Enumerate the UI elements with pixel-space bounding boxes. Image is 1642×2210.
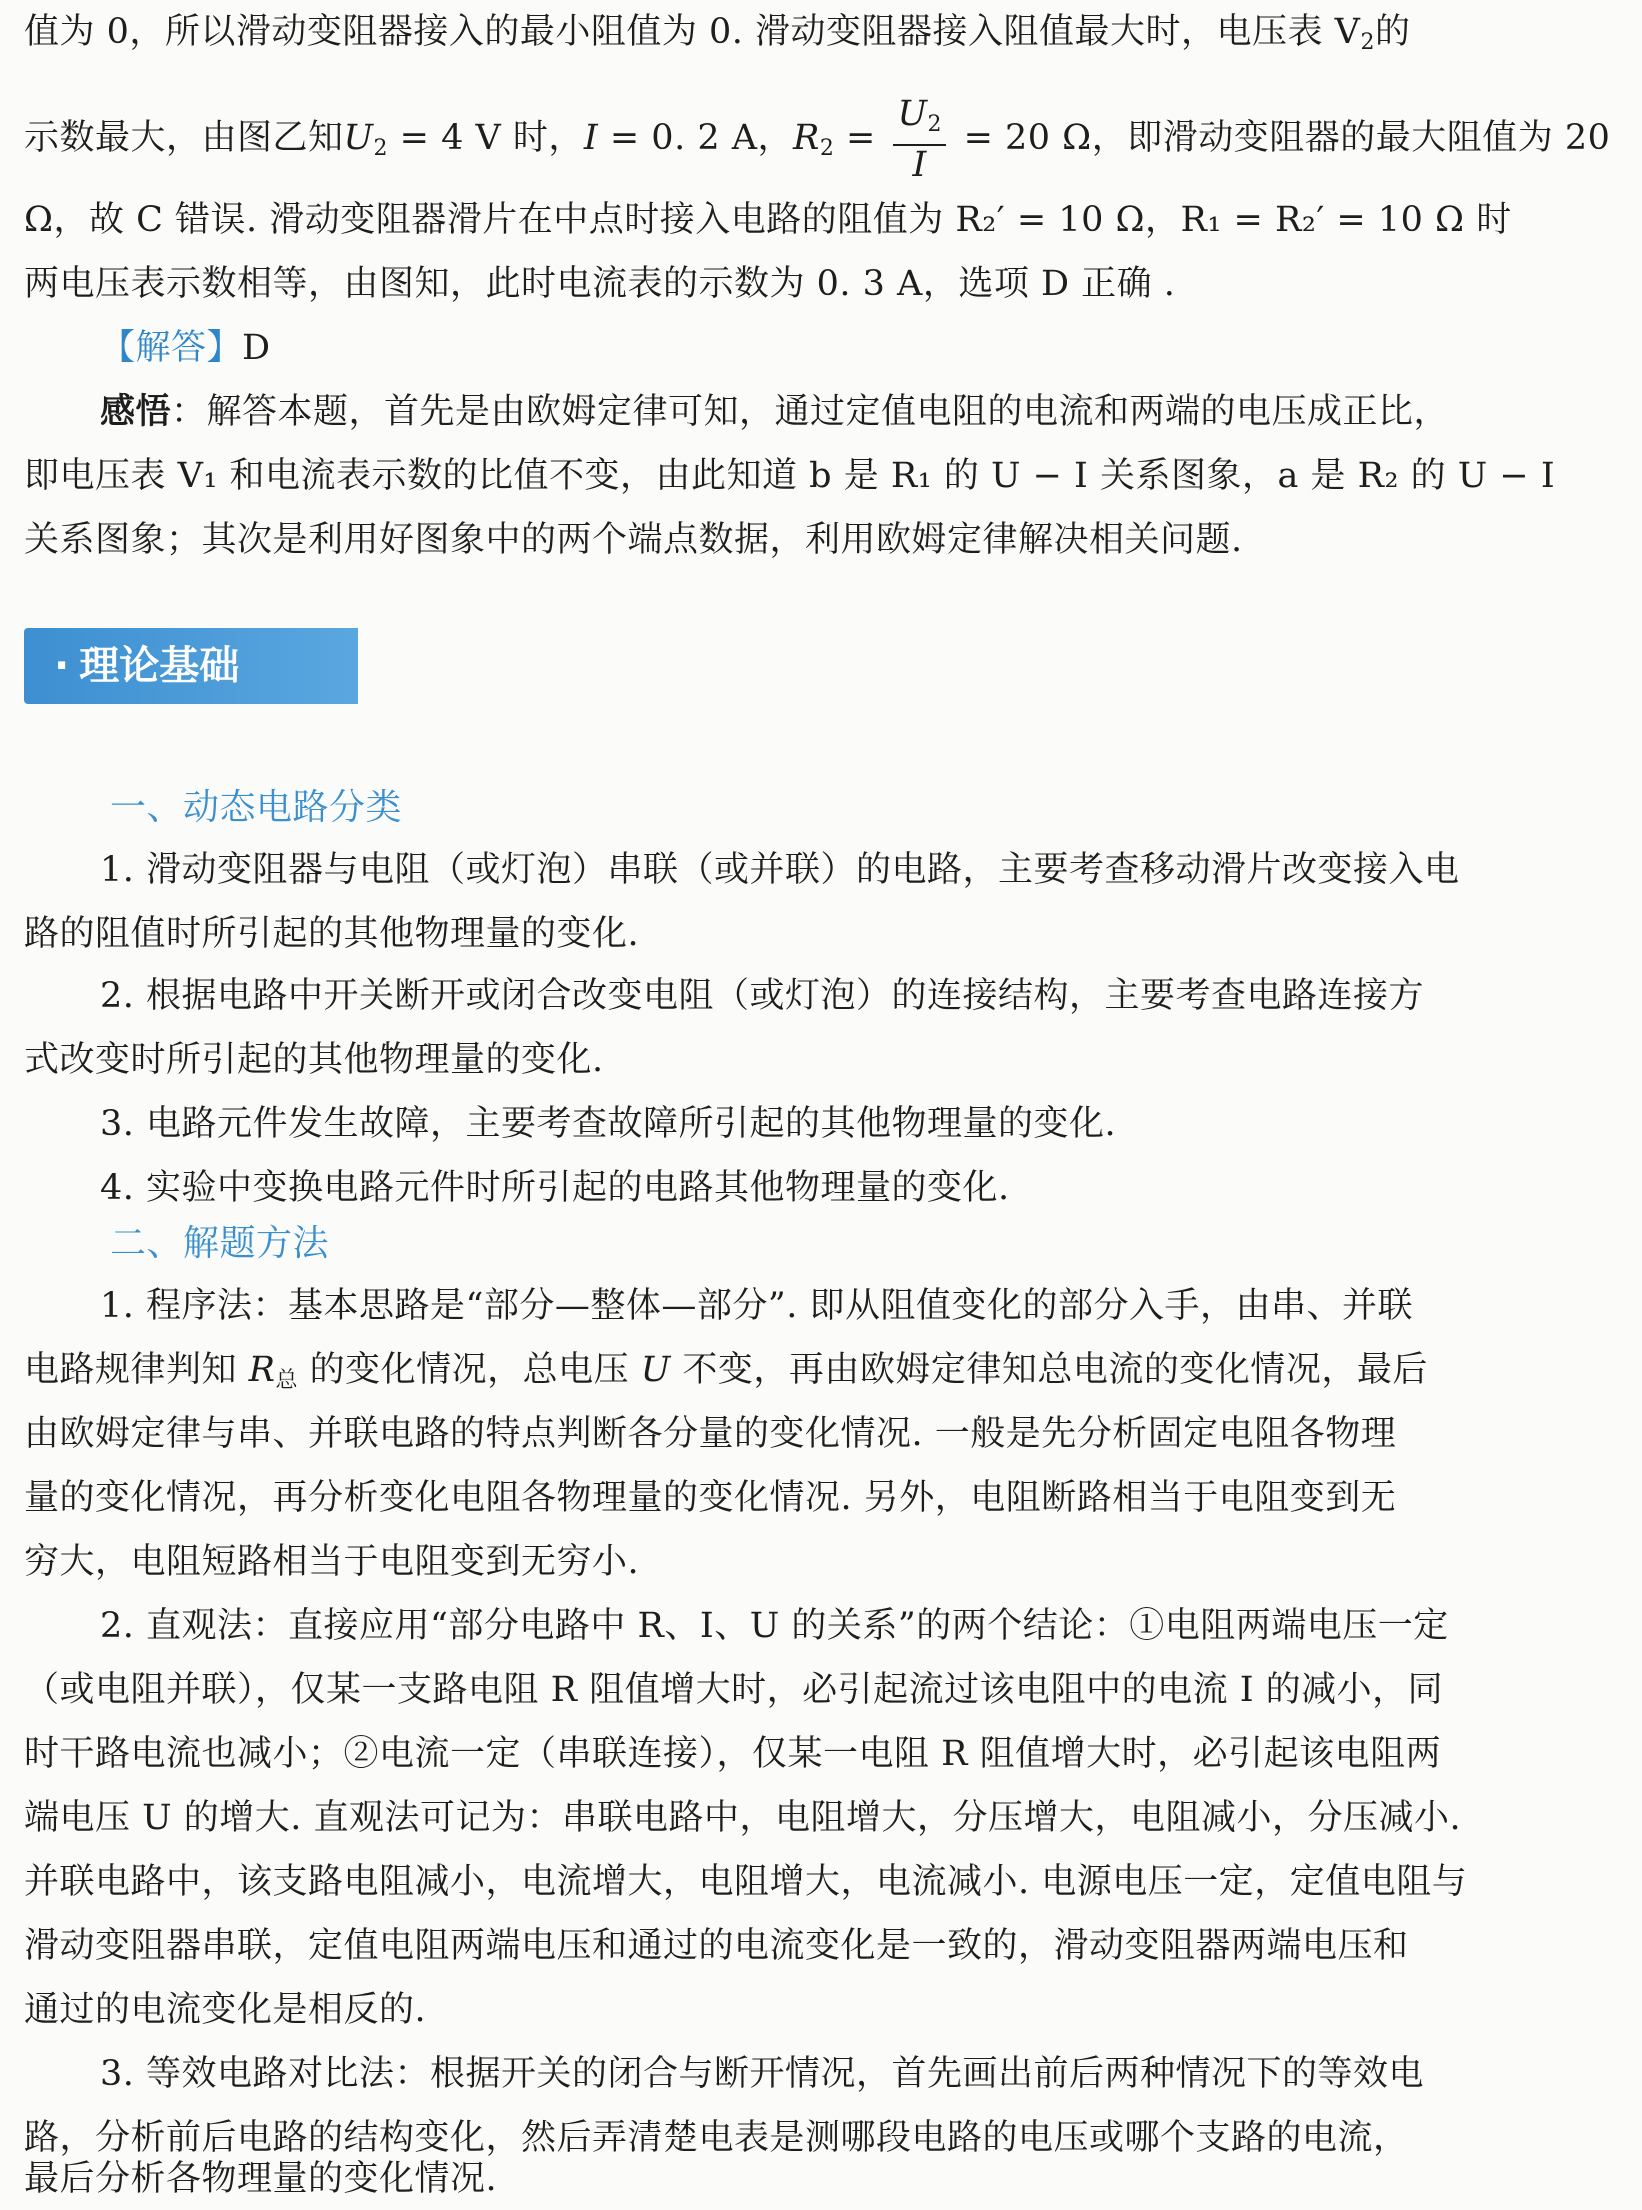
text-span: 不变，再由欧姆定律知总电流的变化情况，最后	[670, 1350, 1428, 1390]
text-line: 时干路电流也减小；②电流一定（串联连接），仅某一电阻 R 阻值增大时，必引起该电阻两	[24, 1734, 1442, 1774]
fraction-denominator: I	[912, 145, 927, 185]
text-span: 电路规律判知	[24, 1350, 249, 1390]
fraction-numerator	[893, 95, 946, 146]
text-line-formula: 示数最大，由图乙知$U_2 = 4$ V 时，I = 0. 2 A，$R_2$ = $\frac{U_2}{I}$ = 20 Ω，即滑动变阻器的最大阻值为 20	[24, 94, 1611, 185]
text-span: 值为 0，所以滑动变阻器接入的最小阻值为 0. 滑动变阻器接入阻值最大时，电压表 V	[24, 12, 1361, 52]
subscript: 2	[927, 112, 942, 137]
text-line: Ω，故 C 错误. 滑动变阻器滑片在中点时接入电路的阻值为 R₂′ = 10 Ω，R₁ = R₂′ = 10 Ω 时	[24, 200, 1512, 240]
banner-dot: ·	[54, 643, 70, 689]
symbol-u: U	[897, 94, 928, 134]
text-line: 2. 根据电路中开关断开或闭合改变电阻（或灯泡）的连接结构，主要考查电路连接方	[100, 976, 1425, 1016]
text-span: = 0. 2 A，	[598, 118, 793, 158]
text-line: 两电压表示数相等，由图知，此时电流表的示数为 0. 3 A，选项 D 正确 .	[24, 264, 1176, 304]
text-line: 2. 直观法：直接应用“部分电路中 R、I、U 的关系”的两个结论：①电阻两端电压一定	[100, 1606, 1449, 1646]
text-line: 路，分析前后电路的结构变化，然后弄清楚电表是测哪段电路的电压或哪个支路的电流，	[24, 2118, 1409, 2158]
answer-value: D	[242, 328, 271, 368]
answer-line	[100, 318, 1620, 378]
text-line	[24, 2, 1624, 73]
section-heading: 一、动态电路分类	[110, 787, 403, 828]
text-line: 量的变化情况，再分析变化电阻各物理量的变化情况. 另外，电阻断路相当于电阻变到无	[24, 1478, 1397, 1518]
text-line: 4. 实验中变换电路元件时所引起的电路其他物理量的变化.	[100, 1168, 1010, 1208]
subscript: 2	[373, 136, 389, 161]
symbol-u: U	[343, 118, 374, 158]
insight-line	[100, 382, 1620, 442]
text-line: 1. 程序法：基本思路是“部分—整体—部分”. 即从阻值变化的部分入手，由串、并联	[100, 1286, 1414, 1326]
fraction	[893, 95, 946, 184]
section-banner	[24, 628, 358, 704]
text-line: 关系图象；其次是利用好图象中的两个端点数据，利用欧姆定律解决相关问题.	[24, 520, 1243, 560]
text-span: ：解答本题，首先是由欧姆定律可知，通过定值电阻的电流和两端的电压成正比，	[171, 392, 1450, 432]
text-line: 并联电路中，该支路电阻减小，电流增大，电阻增大，电流减小. 电源电压一定，定值电阻与	[24, 1862, 1468, 1902]
text-line: 路的阻值时所引起的其他物理量的变化.	[24, 914, 640, 954]
text-span: = 20 Ω，即滑动变阻器的最大阻值为 20	[951, 118, 1611, 158]
text-line: 由欧姆定律与串、并联电路的特点判断各分量的变化情况. 一般是先分析固定电阻各物理	[24, 1414, 1397, 1454]
symbol-i: I	[583, 118, 599, 158]
text-span: 的变化情况，总电压	[298, 1350, 641, 1390]
symbol-r: R	[248, 1350, 276, 1390]
insight-label: 感悟	[100, 391, 172, 432]
subscript: 总	[275, 1368, 299, 1393]
subscript: 2	[1360, 30, 1375, 55]
text-line: 穷大，电阻短路相当于电阻变到无穷小.	[24, 1542, 640, 1582]
text-line: 滑动变阻器串联，定值电阻两端电压和通过的电流变化是一致的，滑动变阻器两端电压和	[24, 1926, 1409, 1966]
answer-label: 【解答】	[100, 328, 243, 368]
text-line	[24, 1340, 1624, 1411]
symbol-u: U	[640, 1350, 671, 1390]
banner-title: 理论基础	[79, 643, 240, 689]
text-line: 最后分析各物理量的变化情况.	[24, 2159, 498, 2199]
subscript: 2	[819, 136, 835, 161]
text-line: 通过的电流变化是相反的.	[24, 1990, 427, 2030]
text-line: 3. 等效电路对比法：根据开关的闭合与断开情况，首先画出前后两种情况下的等效电	[100, 2054, 1425, 2094]
section-heading: 二、解题方法	[110, 1223, 330, 1264]
text-line: （或电阻并联），仅某一支路电阻 R 阻值增大时，必引起流过该电阻中的电流 I 的减小，同	[24, 1670, 1444, 1710]
text-span: 的	[1374, 12, 1411, 52]
text-line: 式改变时所引起的其他物理量的变化.	[24, 1040, 604, 1080]
symbol-r: R	[793, 118, 820, 158]
text-line: 1. 滑动变阻器与电阻（或灯泡）串联（或并联）的电路，主要考查移动滑片改变接入电	[100, 850, 1460, 890]
text-line: 3. 电路元件发生故障，主要考查故障所引起的其他物理量的变化.	[100, 1104, 1117, 1144]
text-span: 示数最大，由图乙知	[24, 118, 344, 158]
text-line: 端电压 U 的增大. 直观法可记为：串联电路中，电阻增大，分压增大，电阻减小，分压减小.	[24, 1798, 1462, 1838]
text-line: 即电压表 V₁ 和电流表示数的比值不变，由此知道 b 是 R₁ 的 U − I 关系图象，a 是 R₂ 的 U − I	[24, 456, 1556, 496]
text-span: = 4 V 时，	[388, 118, 584, 158]
